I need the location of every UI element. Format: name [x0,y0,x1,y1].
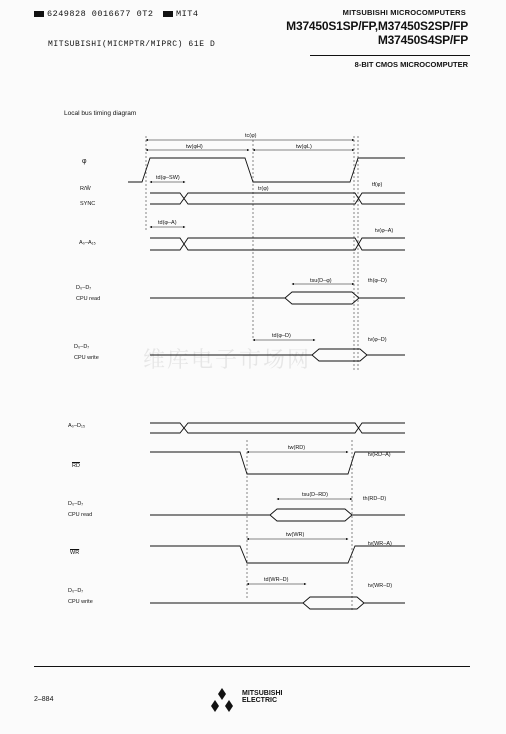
label-th1: th(φ–D) [368,278,387,284]
label-tdsw: td(φ–SW) [156,175,180,181]
part-number-line-1: M37450S1SP/FP,M37450S2SP/FP [286,19,468,33]
rw-waveform-bot [150,193,405,204]
label-tvd: tv(φ–D) [368,337,387,343]
label-thrd: th(RD–D) [363,496,387,502]
label-tdd: td(φ–D) [272,333,291,339]
signal-data-write: D₀–D₇ [74,344,90,350]
signal-data-write-sub: CPU write [74,355,99,361]
diagram-title: Local bus timing diagram [64,110,137,117]
label-tr: tr(φ) [258,186,269,192]
label-tva: tv(φ–A) [375,228,394,234]
signal-addr: A₀–A₁₅ [79,240,96,246]
part-number-line-2: M37450S4SP/FP [377,33,468,47]
signal-data2-read-sub: CPU read [68,512,93,518]
signal-phi: φ [82,158,87,165]
label-tvwr: tv(WR–A) [368,541,392,547]
page-number: 2–884 [34,696,54,703]
addr2-waveform-top [150,423,405,433]
label-twl: tw(φL) [296,144,312,150]
signal-data-read: D₀–D₇ [76,285,92,291]
label-tf: tf(φ) [372,182,383,188]
brand-heading: MITSUBISHI MICROCOMPUTERS [342,8,466,17]
product-subtitle: 8-BIT CMOS MICROCOMPUTER [354,60,468,69]
dwrite-waveform [150,349,405,361]
signal-data2-read: D₀–D₇ [68,501,84,507]
label-twrd: tw(RD) [288,445,306,451]
label-tsu1: tsu(D–φ) [310,278,332,284]
label-tvwd: tv(WR–D) [368,583,393,589]
watermark: 维库电子市场网 [143,348,312,373]
signal-rd: $\overline{RD}$ [72,463,80,469]
addr2-waveform-bot [150,423,405,433]
mitsubishi-logo-icon [211,688,233,712]
code-tail: MIT4 [176,9,199,19]
rd-waveform [150,452,405,474]
label-tdwr: td(WR–D) [264,577,289,583]
signal-sync: SYNC [80,201,96,207]
wr-waveform [150,546,405,563]
addr-waveform-bot [150,238,405,250]
doc-source-line: MITSUBISHI(MICMPTR/MIPRC) 61E D [48,40,216,49]
signal-rw: R/W̄ [80,186,91,192]
rw-waveform-top [150,193,405,204]
label-twh: tw(φH) [186,144,203,150]
footer-logo-text [242,690,282,704]
label-tvrd: tv(RD–A) [368,452,391,458]
signal-addr2: A₀–D₁₅ [68,423,86,429]
footer-rule [34,666,470,667]
signal-data-read-sub: CPU read [76,296,101,302]
signal-data2-write-sub: CPU write [68,599,93,605]
logo-line-1: MITSUBISHI [242,690,283,697]
d2read-waveform [150,509,405,521]
addr-waveform-top [150,238,405,250]
signal-wr: $\overline{WR}$ [70,550,80,556]
dread-waveform [150,292,405,304]
d2write-waveform [150,597,405,609]
label-twwr: tw(WR) [286,532,305,538]
label-tsurd: tsu(D–RD) [302,492,328,498]
label-tda: td(φ–A) [158,220,177,226]
code-text: 6249828 0016677 0T2 [47,9,154,19]
signal-data2-write: D₀–D₇ [68,588,84,594]
logo-line-2: ELECTRIC [242,697,277,704]
label-tc: tc(φ) [245,133,257,139]
